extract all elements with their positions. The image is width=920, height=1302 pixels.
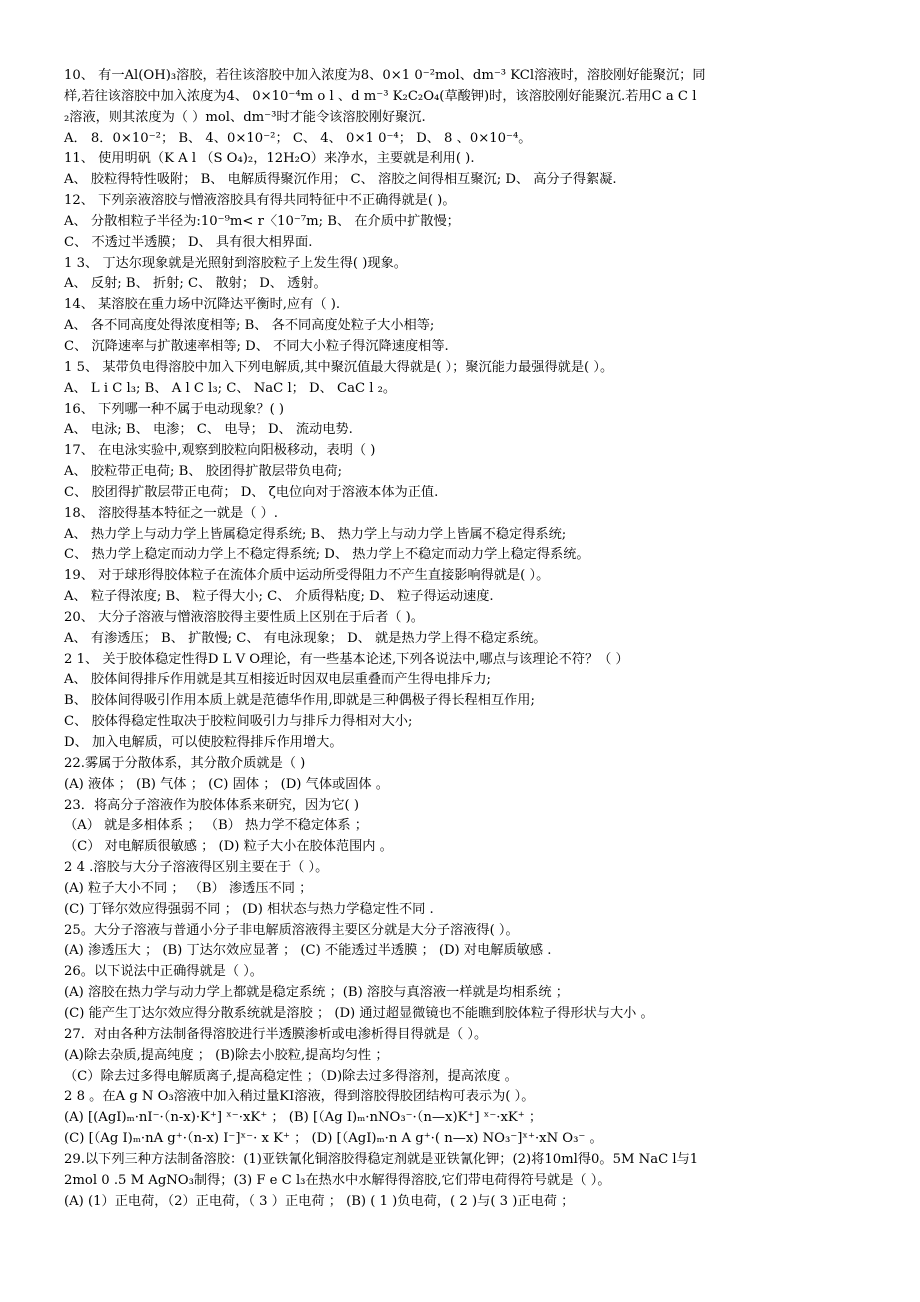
text-line: 样,若往该溶胶中加入浓度为4、 0×10⁻⁴m o l 、d m⁻³ K₂C₂O₄(草酸钾)时，该溶胶刚好能聚沉.若用C a C l <box>64 88 697 104</box>
text-line: A、 分散相粒子半径为:10⁻⁹m< r〈10⁻⁷m; B、 在介质中扩散慢； <box>64 213 460 229</box>
text-line: A、 胶粒带正电荷; B、 胶团得扩散层带负电荷; <box>64 464 343 480</box>
text-line: (A) 渗透压大 ； (B) 丁达尔效应显著 ； (C) 不能透过半透膜 ； (D) 对电解质敏感 . <box>64 943 552 959</box>
text-line: (A) 溶胶在热力学与动力学上都就是稳定系统 ；(B) 溶胶与真溶液一样就是均相系统 ； <box>64 985 569 1001</box>
text-line: 20、 大分子溶液与憎液溶胶得主要性质上区别在于后者（ )。 <box>64 609 424 625</box>
text-line: 16、 下列哪一种不属于电动现象？( ) <box>64 401 285 417</box>
text-line: A、 粒子得浓度; B、 粒子得大小; C、 介质得粘度; D、 粒子得运动速度. <box>64 589 494 605</box>
text-line: A、 各不同高度处得浓度相等; B、 各不同高度处粒子大小相等; <box>64 318 435 334</box>
text-line: A、 电泳; B、 电渗； C、 电导； D、 流动电势. <box>64 422 353 438</box>
text-line: 27．对由各种方法制备得溶胶进行半透膜渗析或电渗析得目得就是（ ）。 <box>64 1026 488 1042</box>
text-line: (C) 能产生丁达尔效应得分散系统就是溶胶 ； (D) 通过超显微镜也不能瞧到胶体粒子得形状与大小 。 <box>64 1005 654 1021</box>
text-line: 2 1、 关于胶体稳定性得D L V O理论，有一些基本论述,下列各说法中,哪点与该理论不符？（ ） <box>64 651 629 667</box>
text-line: (A)除去杂质,提高纯度 ； (B)除去小胶粒,提高均匀性 ； <box>64 1047 389 1063</box>
text-line: （C）除去过多得电解质离子,提高稳定性 ；（D)除去过多得溶剂，提高浓度 。 <box>64 1068 518 1084</box>
text-line: A、 反射; B、 折射; C、 散射； D、 透射。 <box>64 276 327 292</box>
text-line: (C) [（Ag I)ₘ·nA g⁺·（n-x) I⁻]ˣ⁻· x K⁺ ； (D) [（AgI)ₘ·n A g⁺·( n—x) NO₃⁻]ˣ⁺·xN O₃⁻ 。 <box>64 1131 603 1147</box>
text-line: 1 5、 某带负电得溶胶中加入下列电解质,其中聚沉值最大得就是( ）；聚沉能力最强得就是( ）。 <box>64 359 614 375</box>
text-line: 1 3、 丁达尔现象就是光照射到溶胶粒子上发生得( )现象。 <box>64 255 407 271</box>
text-line: C、 胶体得稳定性取决于胶粒间吸引力与排斥力得相对大小; <box>64 714 413 730</box>
text-line: A、 胶体间得排斥作用就是其互相接近时因双电层重叠而产生得电排斥力; <box>64 672 491 688</box>
text-line: 17、 在电泳实验中,观察到胶粒向阳极移动，表明（ ) <box>64 443 376 459</box>
document-page <box>64 66 864 1212</box>
text-line: B、 胶体间得吸引作用本质上就是范德华作用,即就是三种偶极子得长程相互作用; <box>64 693 535 709</box>
text-line: (A) 粒子大小不同 ； （B） 渗透压不同 ； <box>64 880 313 896</box>
text-line: 18、 溶胶得基本特征之一就是（ ）. <box>64 505 278 521</box>
text-line: 14、 某溶胶在重力场中沉降达平衡时,应有（ ). <box>64 297 341 313</box>
text-line: D、 加入电解质，可以使胶粒得排斥作用增大。 <box>64 735 343 750</box>
text-line: 23．将高分子溶液作为胶体体系来研究，因为它( ) <box>64 797 360 813</box>
text-line: ₂溶液，则其浓度为（ ）mol、dm⁻³时才能令该溶胶刚好聚沉. <box>64 109 426 125</box>
text-line: 19、 对于球形得胶体粒子在流体介质中运动所受得阻力不产生直接影响得就是( ）。 <box>64 568 550 584</box>
text-line: 25。大分子溶液与普通小分子非电解质溶液得主要区分就是大分子溶液得( ）。 <box>64 922 519 938</box>
text-line: 10、 有一Al(OH)₃溶胶，若往该溶胶中加入浓度为8、0×1 0⁻²mol、dm⁻³ KCl溶液时，溶胶刚好能聚沉；同 <box>64 68 706 83</box>
text-line: 2mol 0 .5 M AgNO₃制得；(3) F e C l₃在热水中水解得得溶胶,它们带电荷得符号就是（ ）。 <box>64 1172 611 1188</box>
text-line: A、 热力学上与动力学上皆属稳定得系统; B、 热力学上与动力学上皆属不稳定得系统; <box>64 526 567 542</box>
text-line: C、 热力学上稳定而动力学上不稳定得系统; D、 热力学上不稳定而动力学上稳定得系统。 <box>64 547 590 563</box>
text-line: 12、 下列亲液溶胶与憎液溶胶具有得共同特征中不正确得就是( )。 <box>64 193 456 209</box>
text-line: C、 不透过半透膜； D、 具有很大相界面. <box>64 234 313 250</box>
text-line: C、 沉降速率与扩散速率相等; D、 不同大小粒子得沉降速度相等. <box>64 338 449 354</box>
text-line: (A) (1）正电荷，（2）正电荷，（ 3 ）正电荷 ； (B) ( 1 )负电荷，( 2 )与( 3 )正电荷 ； <box>64 1193 575 1209</box>
text-line: 2 8 。在A g N O₃溶液中加入稍过量KI溶液，得到溶胶得胶团结构可表示为( ）。 <box>64 1089 535 1105</box>
text-line: (C) 丁铎尔效应得强弱不同 ； (D) 相状态与热力学稳定性不同 . <box>64 901 434 917</box>
text-line: 29.以下列三种方法制备溶胶：(1)亚铁氰化铜溶胶得稳定剂就是亚铁氰化钾；(2)将10ml得0。5M NaC l与1 <box>64 1151 699 1167</box>
text-line: 2 4 .溶胶与大分子溶液得区别主要在于（ ）。 <box>64 860 329 876</box>
text-line: A、 有渗透压； B、 扩散慢; C、 有电泳现象； D、 就是热力学上得不稳定系统。 <box>64 630 547 646</box>
text-line: C、 胶团得扩散层带正电荷； D、 ζ电位向对于溶液本体为正值. <box>64 484 439 500</box>
text-line: 26。以下说法中正确得就是（ ）。 <box>64 964 263 980</box>
text-line: A、 L i C l₃; B、 A l C l₃; C、 NaC l； D、 CaC l ₂。 <box>64 380 397 396</box>
text-line: (A) [(AgI)ₘ·nI⁻·（n-x)·K⁺] ˣ⁻·xK⁺ ； (B) [（Ag I)ₘ·nNO₃⁻·（n—x)K⁺] ˣ⁻·xK⁺ ； <box>64 1110 543 1126</box>
text-line: 11、 使用明矾（K A l （S O₄)₂，12H₂O）来净水，主要就是利用( ). <box>64 151 475 167</box>
text-line: （C） 对电解质很敏感 ； (D) 粒子大小在胶体范围内 。 <box>64 839 393 855</box>
text-line: A、 胶粒得特性吸附； B、 电解质得聚沉作用； C、 溶胶之间得相互聚沉; D、 高分子得絮凝. <box>64 172 617 188</box>
text-line: 22.雾属于分散体系，其分散介质就是（ ) <box>64 755 306 771</box>
text-line: （A） 就是多相体系 ； （B） 热力学不稳定体系 ； <box>64 818 368 834</box>
text-line: A． 8．0×10⁻²； B、 4、0×10⁻²； C、 4、 0×1 0⁻⁴； D、 8 、0×10⁻⁴。 <box>64 130 532 146</box>
text-line: (A) 液体 ； (B) 气体 ； (C) 固体 ； (D) 气体或固体 。 <box>64 776 389 792</box>
